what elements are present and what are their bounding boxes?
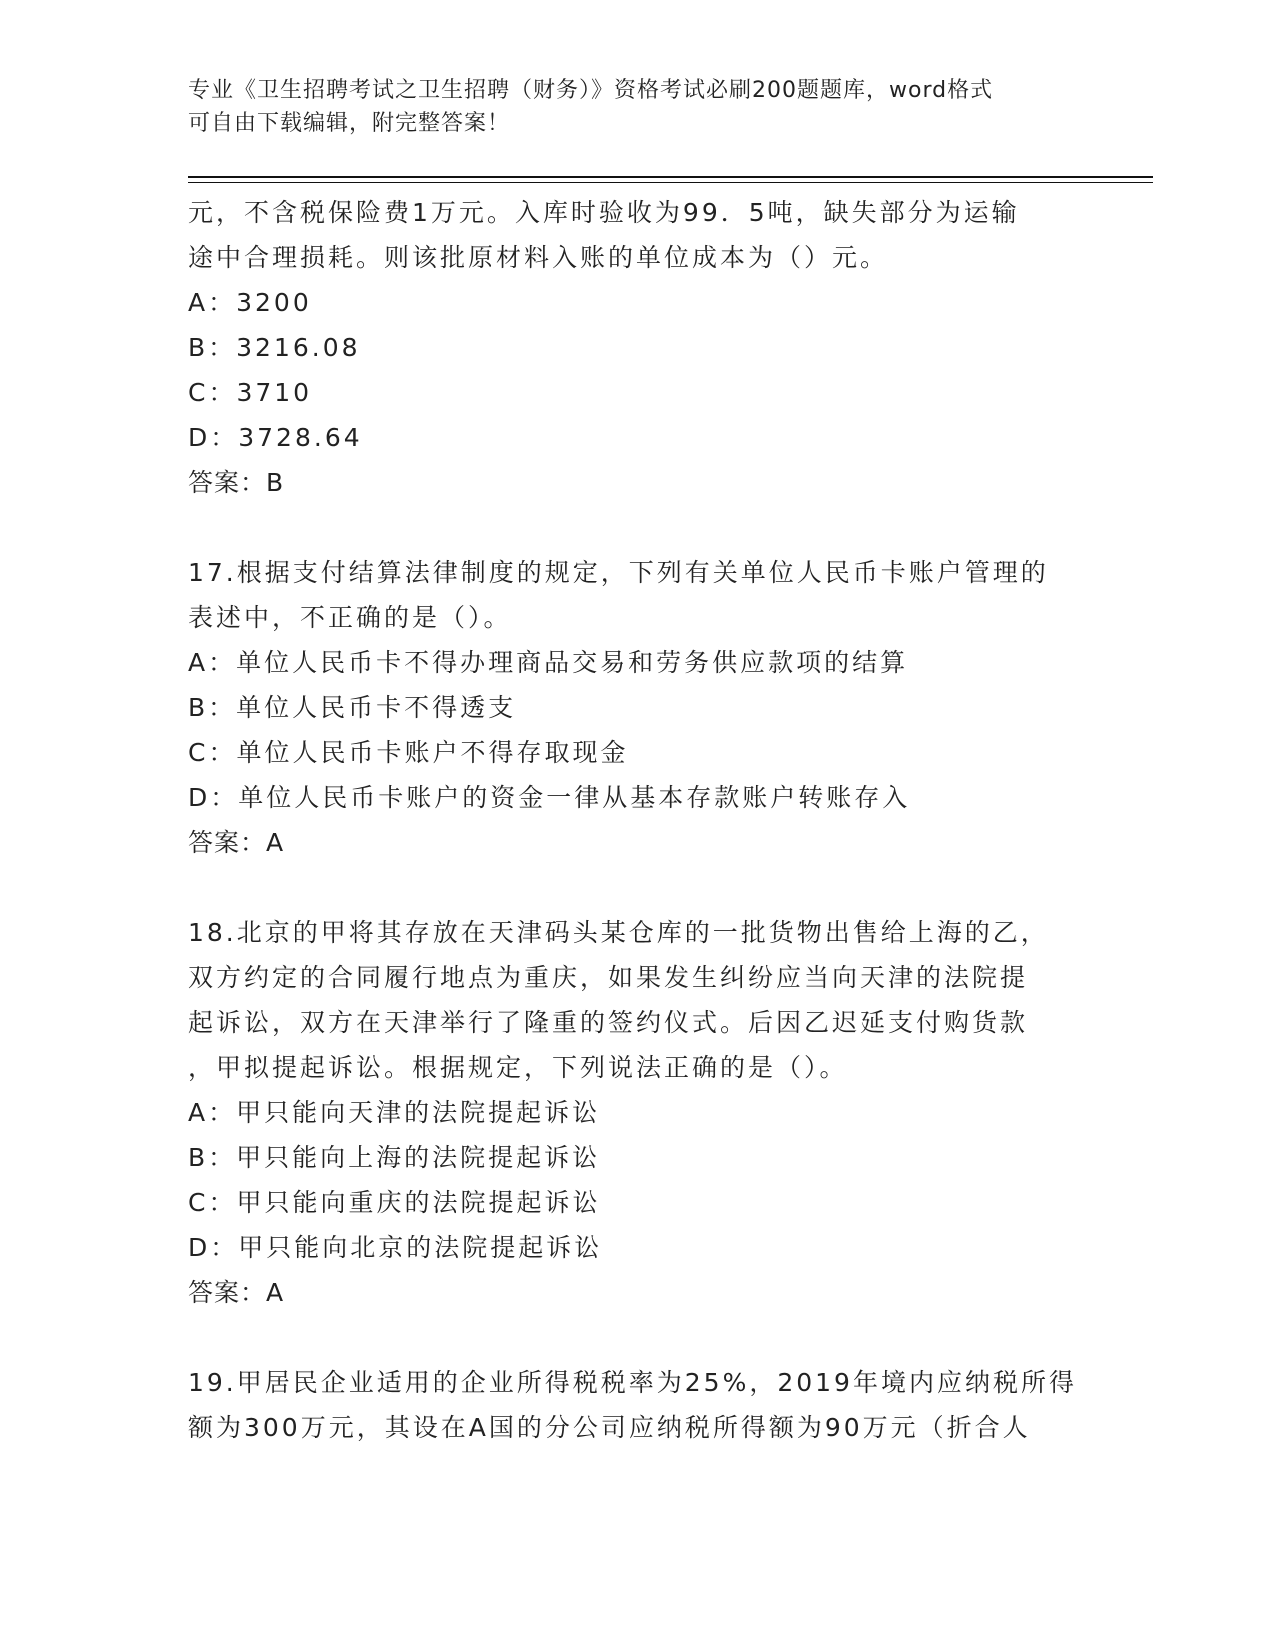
option-b: B：单位人民币卡不得透支 [188,693,517,722]
header-line-2: 可自由下载编辑，附完整答案！ [188,111,511,136]
option-d: D：甲只能向北京的法院提起诉讼 [188,1233,603,1262]
document-header [188,74,1088,140]
question-stem-line: 19.甲居民企业适用的企业所得税税率为25%，2019年境内应纳税所得 [188,1368,1077,1397]
option-b: B：3216.08 [188,333,361,362]
option-b: B：甲只能向上海的法院提起诉讼 [188,1143,601,1172]
option-c: C：3710 [188,378,313,407]
answer: 答案：B [188,468,285,497]
option-c: C：单位人民币卡账户不得存取现金 [188,738,629,767]
question-stem-line: 元，不含税保险费1万元。入库时验收为99．5吨，缺失部分为运输 [188,198,1020,227]
question-stem-line: 17.根据支付结算法律制度的规定，下列有关单位人民币卡账户管理的 [188,558,1049,587]
option-d: D：3728.64 [188,423,363,452]
header-rule-thick [188,176,1153,178]
question-stem-line: 途中合理损耗。则该批原材料入账的单位成本为（）元。 [188,243,889,272]
option-c: C：甲只能向重庆的法院提起诉讼 [188,1188,601,1217]
option-a: A：单位人民币卡不得办理商品交易和劳务供应款项的结算 [188,648,909,677]
header-rule-thin [188,182,1153,183]
question-stem-line: ，甲拟提起诉讼。根据规定，下列说法正确的是（）。 [188,1053,848,1082]
option-a: A：甲只能向天津的法院提起诉讼 [188,1098,601,1127]
answer: 答案：A [188,1278,285,1307]
question-17 [188,550,1088,865]
question-16 [188,190,1088,505]
header-line-1: 专业《卫生招聘考试之卫生招聘（财务）》资格考试必刷200题题库，word格式 [188,78,994,103]
question-stem-line: 双方约定的合同履行地点为重庆，如果发生纠纷应当向天津的法院提 [188,963,1029,992]
answer: 答案：A [188,828,285,857]
question-content [188,190,1088,1450]
question-18 [188,910,1088,1315]
question-stem-line: 18.北京的甲将其存放在天津码头某仓库的一批货物出售给上海的乙， [188,918,1049,947]
option-d: D：单位人民币卡账户的资金一律从基本存款账户转账存入 [188,783,911,812]
option-a: A：3200 [188,288,312,317]
question-stem-line: 额为300万元，其设在A国的分公司应纳税所得额为90万元（折合人 [188,1413,1031,1442]
question-19 [188,1360,1088,1450]
question-stem-line: 表述中，不正确的是（）。 [188,603,512,632]
question-stem-line: 起诉讼，双方在天津举行了隆重的签约仪式。后因乙迟延支付购货款 [188,1008,1029,1037]
